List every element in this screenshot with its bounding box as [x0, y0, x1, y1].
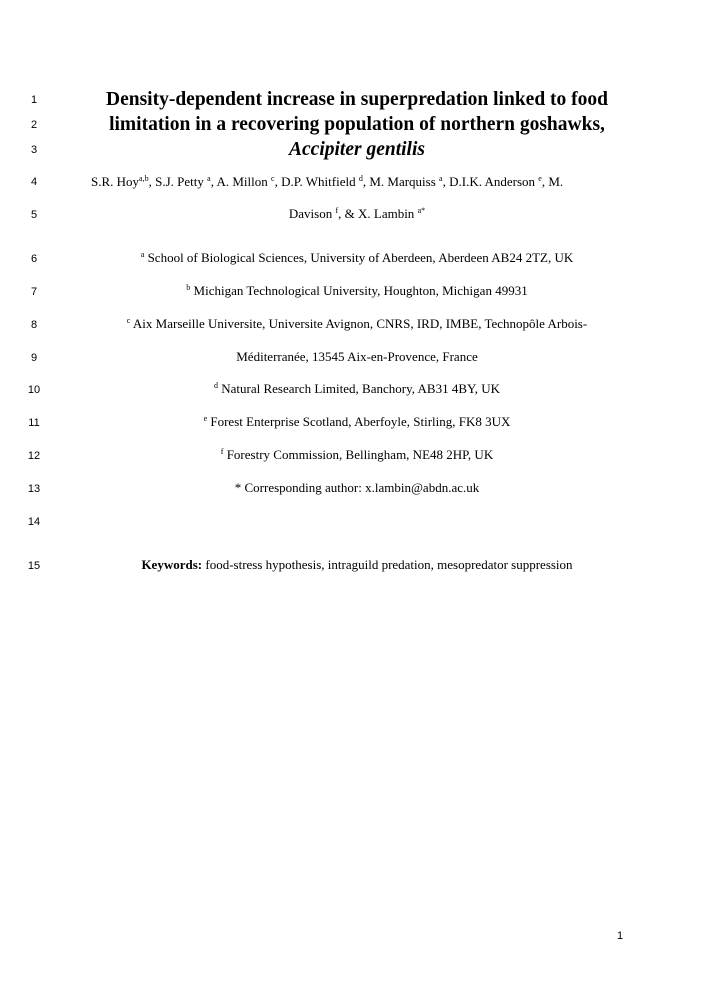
paper-title-line-2: limitation in a recovering population of northern goshawks,	[109, 114, 605, 135]
author-affil-mark: a	[207, 174, 211, 183]
author-name: , A. Millon	[210, 174, 268, 189]
author-list-continued	[78, 206, 636, 222]
affiliation-mark: f	[220, 447, 224, 456]
line-number: 9	[30, 352, 38, 364]
affiliation-mark: b	[186, 283, 191, 292]
affiliation-mark: c	[126, 316, 131, 325]
paper-title-species: Accipiter gentilis	[289, 139, 425, 160]
author-name: , M. Marquiss	[362, 174, 436, 189]
line-number: 6	[30, 253, 38, 265]
line-number: 4	[30, 176, 38, 188]
affiliation-a	[78, 250, 636, 266]
keywords-label: Keywords:	[141, 557, 203, 572]
line-number: 2	[30, 119, 38, 131]
keywords-line	[78, 557, 636, 573]
author-name: S.R. Hoy	[91, 174, 140, 189]
line-number: 11	[28, 417, 40, 429]
affiliation-text: Michigan Technological University, Houghton, Michigan 49931	[193, 283, 528, 298]
author-affil-mark: a,b	[139, 174, 149, 183]
paper-title-line-1: Density-dependent increase in superpredation linked to food	[106, 89, 608, 110]
page-number: 1	[616, 930, 624, 942]
corresponding-author: * Corresponding author: x.lambin@abdn.ac.uk	[234, 480, 480, 495]
author-name: , D.P. Whitfield	[274, 174, 356, 189]
affiliation-mark: a	[140, 250, 145, 259]
author-list	[91, 174, 563, 190]
affiliation-text: Forest Enterprise Scotland, Aberfoyle, Stirling, FK8 3UX	[210, 414, 511, 429]
affiliation-mark: d	[214, 381, 218, 390]
author-name: , D.I.K. Anderson	[442, 174, 536, 189]
affiliation-e	[78, 414, 636, 430]
author-affil-mark: c	[271, 174, 275, 183]
line-number: 1	[30, 94, 38, 106]
author-name: , S.J. Petty	[148, 174, 204, 189]
author-affil-mark: e	[538, 174, 542, 183]
author-name: Davison	[288, 206, 333, 221]
author-name: , M.	[541, 174, 564, 189]
line-number: 10	[27, 384, 41, 396]
author-name: , & X. Lambin	[338, 206, 415, 221]
affiliation-mark: e	[203, 414, 208, 423]
author-affil-mark: d	[358, 174, 363, 183]
line-number: 8	[30, 319, 38, 331]
author-affil-mark: a*	[417, 206, 426, 215]
line-number: 3	[30, 144, 38, 156]
affiliation-b	[78, 283, 636, 299]
affiliation-f	[78, 447, 636, 463]
line-number: 5	[30, 209, 38, 221]
line-number: 7	[30, 286, 38, 298]
affiliation-d	[78, 381, 636, 397]
keywords-text: food-stress hypothesis, intraguild predation, mesopredator suppression	[202, 557, 573, 572]
line-number: 14	[27, 516, 41, 528]
author-affil-mark: f	[335, 206, 339, 215]
affiliation-text: Forestry Commission, Bellingham, NE48 2HP, UK	[226, 447, 494, 462]
line-number: 13	[27, 483, 41, 495]
line-number: 12	[27, 450, 41, 462]
affiliation-text: Natural Research Limited, Banchory, AB31 4BY, UK	[221, 381, 500, 396]
affiliation-text: School of Biological Sciences, University of Aberdeen, Aberdeen AB24 2TZ, UK	[147, 250, 574, 265]
author-affil-mark: a	[439, 174, 443, 183]
line-number: 15	[27, 560, 41, 572]
affiliation-c-continued: Méditerranée, 13545 Aix-en-Provence, France	[236, 349, 478, 364]
affiliation-text: Aix Marseille Universite, Universite Avignon, CNRS, IRD, IMBE, Technopôle Arbois-	[132, 316, 588, 331]
affiliation-c	[78, 316, 636, 332]
